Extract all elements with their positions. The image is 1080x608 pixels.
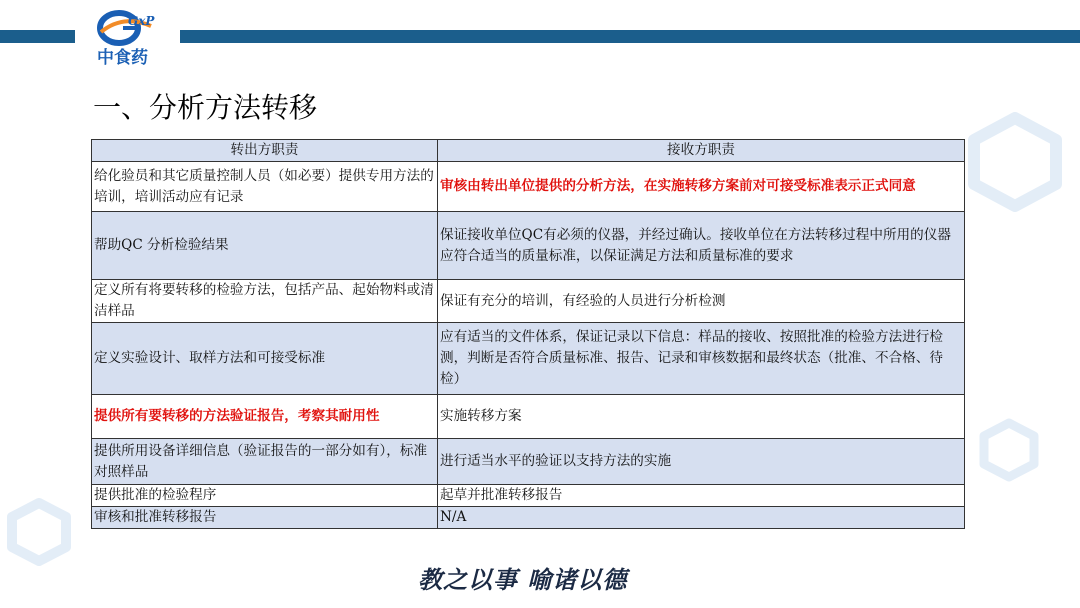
table-cell: 保证有充分的培训，有经验的人员进行分析检测: [438, 280, 965, 323]
logo-subtext: GxP: [128, 14, 155, 28]
logo-brand: 中食药: [97, 48, 148, 68]
table-row: [92, 280, 965, 323]
column-header: 转出方职责: [92, 140, 438, 162]
table-row: [92, 439, 965, 485]
responsibility-table: [91, 139, 965, 529]
table-row: [92, 162, 965, 212]
page-title: 一、分析方法转移: [93, 91, 318, 124]
table-row: [92, 323, 965, 395]
hexagon-decor-icon: [968, 112, 1063, 212]
table-header-row: [92, 140, 965, 162]
table-cell: 审核由转出单位提供的分析方法，在实施转移方案前对可接受标准表示正式同意: [438, 162, 965, 212]
table-cell: 进行适当水平的验证以支持方法的实施: [438, 439, 965, 485]
table-cell: 审核和批准转移报告: [92, 507, 438, 529]
table-row: [92, 395, 965, 439]
header-bar-left: [0, 30, 75, 43]
table-row: [92, 485, 965, 507]
table-cell: 实施转移方案: [438, 395, 965, 439]
table-row: [92, 212, 965, 280]
header-bar-right: [180, 30, 1080, 43]
footer-motto: 教之以事 喻诸以德: [418, 565, 628, 594]
table-cell: 提供所用设备详细信息（验证报告的一部分如有），标准对照样品: [92, 439, 438, 485]
table-cell: 提供批准的检验程序: [92, 485, 438, 507]
table-cell: 提供所有要转移的方法验证报告，考察其耐用性: [92, 395, 438, 439]
column-header: 接收方职责: [438, 140, 965, 162]
table-cell: 帮助QC 分析检验结果: [92, 212, 438, 280]
table-cell: 起草并批准转移报告: [438, 485, 965, 507]
table-cell: N/A: [438, 507, 965, 529]
hexagon-decor-icon: [978, 418, 1040, 482]
table-cell: 保证接收单位QC有必须的仪器，并经过确认。接收单位在方法转移过程中所用的仪器应符合适当的质量标准，以保证满足方法和质量标准的要求: [438, 212, 965, 280]
hexagon-decor-icon: [6, 498, 72, 566]
table-cell: 定义所有将要转移的检验方法，包括产品、起始物料或清洁样品: [92, 280, 438, 323]
table-cell: 给化验员和其它质量控制人员（如必要）提供专用方法的培训，培训活动应有记录: [92, 162, 438, 212]
table-cell: 定义实验设计、取样方法和可接受标准: [92, 323, 438, 395]
table-row: [92, 507, 965, 529]
table-cell: 应有适当的文件体系，保证记录以下信息：样品的接收、按照批准的检验方法进行检测，判断是否符合质量标准、报告、记录和审核数据和最终状态（批准、不合格、待检）: [438, 323, 965, 395]
